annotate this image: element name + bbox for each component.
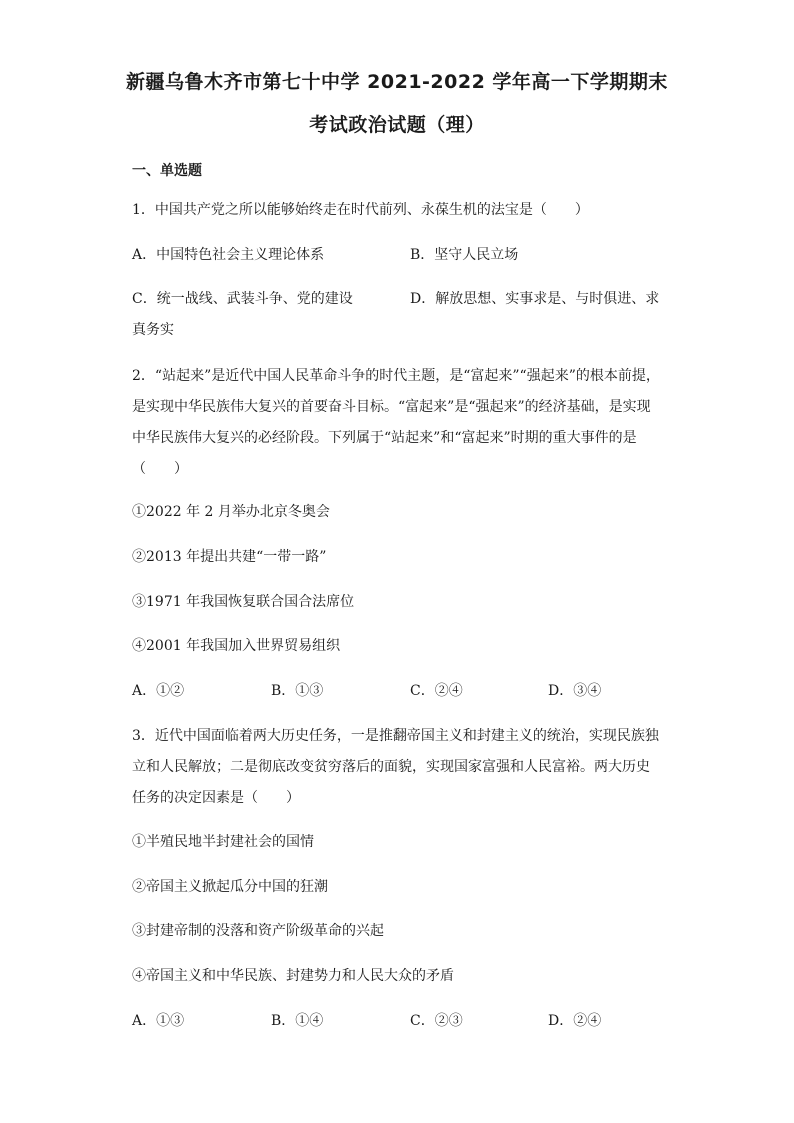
q3-item-4: ④帝国主义和中华民族、封建势力和人民大众的矛盾 — [132, 968, 454, 984]
q2-stem-line2: 是实现中华民族伟大复兴的首要奋斗目标。“富起来”是“强起来”的经济基础，是实现 — [132, 399, 651, 415]
q1-option-b: B．坚守人民立场 — [410, 247, 519, 263]
q3-stem-line1: 3．近代中国面临着两大历史任务，一是推翻帝国主义和封建主义的统治，实现民族独 — [132, 728, 659, 744]
q2-option-c: C．②④ — [410, 683, 463, 699]
q1-stem: 1．中国共产党之所以能够始终走在时代前列、永葆生机的法宝是（ ） — [132, 202, 589, 218]
q3-item-1: ①半殖民地半封建社会的国情 — [132, 834, 314, 850]
q3-option-b: B．①④ — [271, 1013, 324, 1029]
q2-stem-line4: （ ） — [132, 461, 188, 477]
q3-item-3: ③封建帝制的没落和资产阶级革命的兴起 — [132, 923, 384, 939]
q3-item-2: ②帝国主义掀起瓜分中国的狂潮 — [132, 879, 328, 895]
q2-item-1: ①2022 年 2 月举办北京冬奥会 — [132, 504, 330, 520]
q2-option-d: D．③④ — [548, 683, 602, 699]
q2-stem-line3: 中华民族伟大复兴的必经阶段。下列属于“站起来”和“富起来”时期的重大事件的是 — [132, 430, 637, 446]
q2-stem-line1: 2．“站起来”是近代中国人民革命斗争的时代主题，是“富起来”“强起来”的根本前提， — [132, 368, 660, 384]
q2-item-4: ④2001 年我国加入世界贸易组织 — [132, 638, 341, 654]
q1-option-a: A．中国特色社会主义理论体系 — [132, 247, 325, 263]
q2-item-2: ②2013 年提出共建“一带一路” — [132, 549, 327, 565]
q2-option-b: B．①③ — [271, 683, 324, 699]
q2-item-3: ③1971 年我国恢复联合国合法席位 — [132, 594, 355, 610]
section-heading: 一、单选题 — [132, 163, 202, 179]
q3-stem-line3: 任务的决定因素是（ ） — [132, 790, 300, 806]
q3-stem-line2: 立和人民解放；二是彻底改变贫穷落后的面貌，实现国家富强和人民富裕。两大历史 — [132, 759, 650, 775]
q1-option-d-cont: 真务实 — [132, 322, 174, 338]
exam-title-line1: 新疆乌鲁木齐市第七十中学 2021-2022 学年高一下学期期末 — [126, 71, 668, 93]
q1-option-d: D．解放思想、实事求是、与时俱进、求 — [410, 291, 660, 307]
q3-option-a: A．①③ — [132, 1013, 185, 1029]
q2-option-a: A．①② — [132, 683, 185, 699]
q1-option-c: C．统一战线、武装斗争、党的建设 — [132, 291, 353, 307]
q3-option-d: D．②④ — [548, 1013, 602, 1029]
q3-option-c: C．②③ — [410, 1013, 463, 1029]
exam-title-line2: 考试政治试题（理） — [309, 114, 485, 136]
